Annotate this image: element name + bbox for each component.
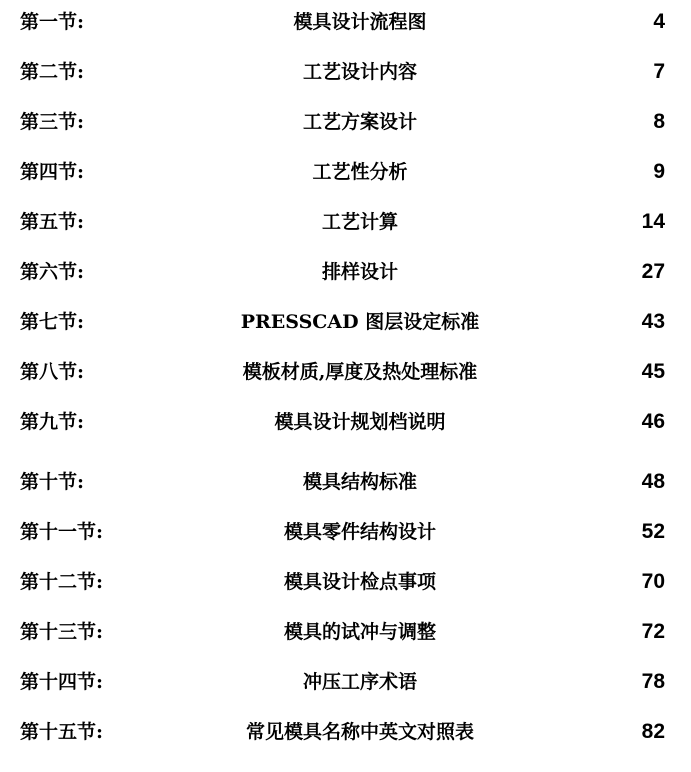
page-number: 82 (641, 720, 665, 743)
section-title: 工艺性分析 (312, 161, 408, 183)
toc-entry[interactable] (0, 667, 691, 697)
toc-entry[interactable] (0, 207, 691, 237)
toc-entry[interactable] (0, 407, 691, 437)
section-number: 第七节: (20, 311, 85, 333)
section-number: 第十一节: (20, 521, 104, 543)
section-title: PRESSCAD 图层设定标准 (240, 311, 480, 333)
toc-entry[interactable] (0, 467, 691, 497)
toc-entry[interactable] (0, 307, 691, 337)
page-number: 7 (653, 60, 665, 83)
section-title: 排样设计 (321, 261, 398, 283)
section-number: 第五节: (20, 211, 85, 233)
page-number: 46 (641, 410, 665, 433)
toc-entry[interactable] (0, 57, 691, 87)
section-title: 模具零件结构设计 (283, 521, 436, 543)
section-title: 模具设计检点事项 (283, 571, 436, 593)
section-number: 第十节: (20, 471, 85, 493)
page-number: 9 (653, 160, 665, 183)
section-title: 模板材质,厚度及热处理标准 (242, 361, 478, 383)
toc-entry[interactable] (0, 157, 691, 187)
page-number: 48 (641, 470, 665, 493)
page-number: 45 (641, 360, 665, 383)
section-title: 工艺方案设计 (302, 111, 417, 133)
section-title: 模具设计规划档说明 (274, 411, 446, 433)
section-title: 冲压工序术语 (302, 671, 417, 693)
page-number: 27 (641, 260, 665, 283)
section-number: 第八节: (20, 361, 85, 383)
section-number: 第十四节: (20, 671, 104, 693)
section-title: 工艺设计内容 (302, 61, 417, 83)
section-number: 第九节: (20, 411, 85, 433)
section-number: 第四节: (20, 161, 85, 183)
section-number: 第十二节: (20, 571, 104, 593)
page-number: 72 (641, 620, 665, 643)
section-title: 工艺计算 (321, 211, 398, 233)
section-number: 第三节: (20, 111, 85, 133)
toc-entry[interactable] (0, 717, 691, 747)
toc-entry[interactable] (0, 107, 691, 137)
toc-entry[interactable] (0, 617, 691, 647)
section-number: 第六节: (20, 261, 85, 283)
toc-entry[interactable] (0, 567, 691, 597)
section-number: 第十五节: (20, 721, 104, 743)
page-number: 43 (641, 310, 665, 333)
section-number: 第十三节: (20, 621, 104, 643)
section-title: 常见模具名称中英文对照表 (245, 721, 474, 743)
page-number: 14 (641, 210, 665, 233)
page-number: 78 (641, 670, 665, 693)
page-number: 4 (653, 10, 665, 33)
section-title: 模具设计流程图 (293, 11, 427, 33)
section-number: 第一节: (20, 11, 85, 33)
section-number: 第二节: (20, 61, 85, 83)
toc-entry[interactable] (0, 257, 691, 287)
page-number: 8 (653, 110, 665, 133)
toc-entry[interactable] (0, 7, 691, 37)
toc-entry[interactable] (0, 517, 691, 547)
section-title: 模具的试冲与调整 (283, 621, 436, 643)
page-number: 52 (641, 520, 665, 543)
section-title: 模具结构标准 (302, 471, 417, 493)
page-number: 70 (641, 570, 665, 593)
toc-entry[interactable] (0, 357, 691, 387)
